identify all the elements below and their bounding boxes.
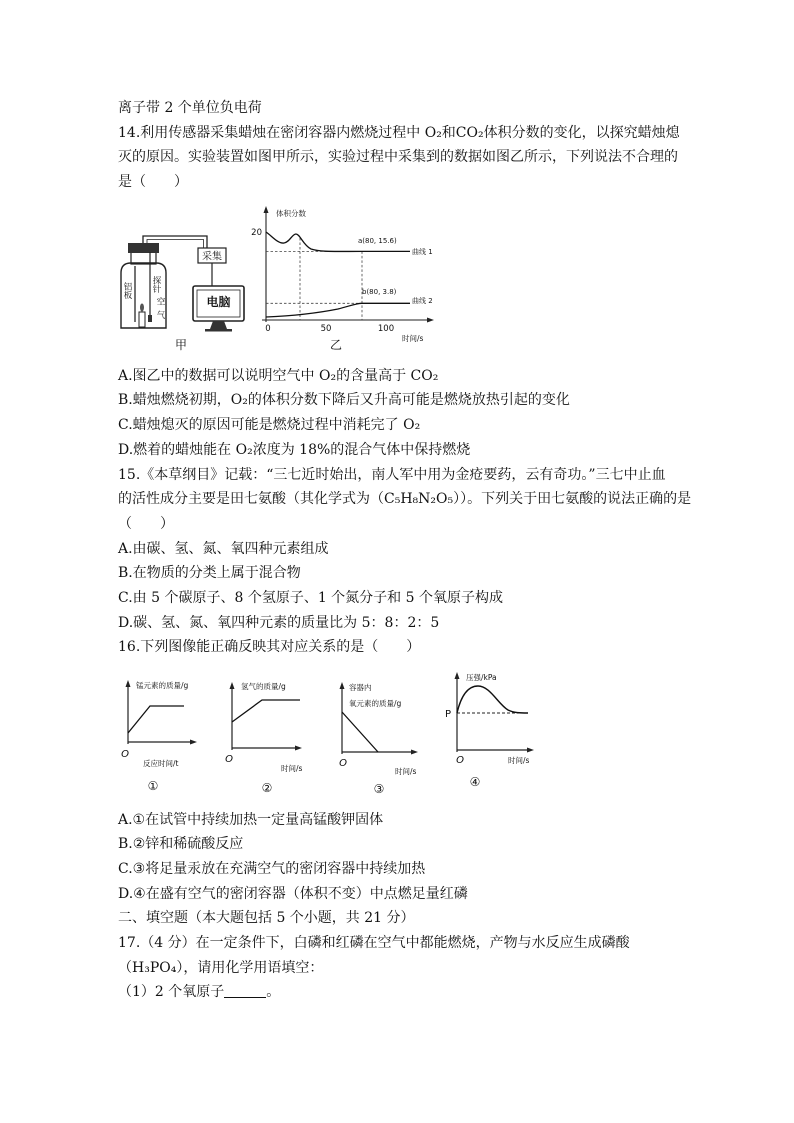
q14-option-b: B.蜡烛燃烧初期，O₂的体积分数下降后又升高可能是燃烧放热引起的变化 [118, 392, 570, 409]
graph-3-origin: O [339, 758, 347, 769]
curve-2-label: 曲线 2 [412, 296, 433, 305]
graph-2-curve [232, 700, 300, 722]
collector-label: 采集 [202, 251, 222, 263]
curve-1-label: 曲线 1 [412, 247, 433, 256]
graph-3-caption: ③ [373, 782, 385, 796]
graph-1 [121, 680, 197, 793]
graph-3-y-label: 氧元素的质量/g [349, 699, 402, 708]
q15-option-c: C.由 5 个碳原子、8 个氢原子、1 个氮分子和 5 个氧原子构成 [118, 589, 503, 606]
graph-x-label: 时间/s [402, 333, 424, 343]
candle-flame [140, 303, 144, 311]
q15-option-b: B.在物质的分类上属于混合物 [118, 565, 301, 582]
q15-option-d: D.碳、氢、氮、氧四种元素的质量比为 5：8：2：5 [118, 614, 440, 631]
q16-option-d: D.④在盛有空气的密闭容器（体积不变）中点燃足量红磷 [118, 885, 468, 902]
q17-sub-1-text: （1）2 个氧原子 [118, 984, 225, 1001]
graph-1-y-label: 锰元素的质量/g [136, 681, 189, 690]
q17-sub-1-end: 。 [266, 984, 281, 1001]
q16-figure [118, 660, 718, 808]
graph-2-y-arrow [230, 682, 235, 689]
q14-figure-svg [110, 195, 440, 364]
probe-tip [148, 315, 152, 322]
point-a-label: a(80, 15.6) [358, 236, 397, 245]
graph-2-x-arrow [295, 746, 302, 751]
graph-2-origin: O [225, 754, 233, 765]
computer-label: 电脑 [206, 294, 231, 309]
graph-1-origin: O [121, 749, 129, 760]
answer-blank [224, 983, 266, 998]
q17-stem-line-2: （H₃PO₄），请用化学用语填空： [118, 959, 324, 976]
q17-stem-line-1: 17.（4 分）在一定条件下，白磷和红磷在空气中都能燃烧，产物与水反应生成磷酸 [118, 934, 630, 951]
bottle-neck [131, 252, 156, 264]
q16-option-c: C.③将足量汞放在充满空气的密闭容器中持续加热 [118, 860, 426, 877]
graph-4-curve [457, 686, 528, 713]
graph-2 [225, 681, 302, 795]
plate-label: 铝板 [122, 281, 132, 299]
graph-4-caption: ④ [469, 775, 481, 789]
graph-3-y-arrow [340, 682, 345, 689]
q14-option-c: C.蜡烛熄灭的原因可能是燃烧过程中消耗完了 O₂ [118, 417, 421, 434]
graph-2-y-label: 氢气的质量/g [241, 682, 286, 691]
q16-option-a: A.①在试管中持续加热一定量高锰酸钾固体 [118, 811, 384, 828]
q14-stem-line-3: 是（ ） [118, 174, 188, 191]
graph-4-x-arrow [527, 748, 534, 753]
monitor-stand [210, 321, 227, 329]
curve-2-line [266, 303, 410, 317]
graph-3-y-label-top: 容器内 [349, 683, 372, 692]
q14-figure [118, 195, 718, 364]
graph-1-x-arrow [190, 740, 197, 745]
caption-jia: 甲 [174, 337, 188, 352]
graph-1-caption: ① [147, 779, 159, 793]
probe-label: 探针 [151, 275, 161, 293]
q17-sub-1 [118, 980, 718, 1005]
graph-4-y-arrow [455, 672, 460, 679]
graph-y-tick-20: 20 [251, 227, 262, 238]
graph-3-x-arrow [411, 750, 418, 755]
graph-4-y-label: 压强/kPa [466, 673, 497, 682]
graph-1-curve [128, 706, 184, 733]
q16-stem: 16.下列图像能正确反映其对应关系的是（ ） [118, 639, 421, 656]
graph-2-caption: ② [261, 781, 273, 795]
q14-stem-line-1: 14.利用传感器采集蜡烛在密闭容器内燃烧过程中 O₂和CO₂体积分数的变化，以探究蜡烛熄 [118, 124, 680, 141]
graph-1-y-arrow [126, 680, 131, 687]
graph-x-tick-100: 100 [377, 323, 395, 334]
graph-3-curve [342, 712, 378, 752]
graph-x-tick-50: 50 [320, 323, 332, 334]
graph-1-x-label: 反应时间/t [143, 759, 179, 768]
graph-y-label: 体积分数 [276, 208, 306, 218]
q15-option-a: A.由碳、氢、氮、氧四种元素组成 [118, 540, 329, 557]
content-column [118, 96, 718, 1005]
graph-3-x-label: 时间/s [395, 767, 417, 776]
q14-option-a: A.图乙中的数据可以说明空气中 O₂的含量高于 CO₂ [118, 367, 439, 384]
graph-y-arrow [264, 206, 269, 213]
graph-4-origin: O [456, 755, 464, 766]
graph-x-arrow [427, 317, 434, 322]
intro-line: 离子带 2 个单位负电荷 [118, 100, 262, 116]
volume-fraction-graph [251, 206, 434, 352]
bottle-stopper [128, 243, 159, 253]
q15-stem-line-2: 的活性成分主要是田七氨酸（其化学式为（C₅H₈N₂O₅））。下列关于田七氨酸的说法正确的是 [118, 491, 692, 508]
graph-4 [445, 672, 534, 789]
point-b-label: b(80, 3.8) [362, 287, 397, 296]
graph-4-x-label: 时间/s [508, 756, 530, 765]
q16-option-b: B.②锌和稀硫酸反应 [118, 836, 244, 853]
q15-stem-line-1: 15.《本草纲目》记载：“三七近时始出，南人军中用为金疮要药，云有奇功。”三七中止血 [118, 466, 666, 483]
caption-yi: 乙 [329, 337, 343, 352]
graph-x-tick-0: 0 [265, 323, 271, 334]
candle [139, 312, 145, 327]
q14-option-d: D.燃着的蜡烛能在 O₂浓度为 18%的混合气体中保持燃烧 [118, 441, 471, 458]
graph-3 [339, 682, 418, 796]
monitor-base [205, 329, 232, 332]
air-label: 空气 [155, 296, 165, 324]
apparatus-diagram [121, 236, 244, 352]
q16-figure-svg [110, 660, 550, 808]
q15-stem-line-3: （ ） [118, 515, 174, 532]
section-2-heading: 二、填空题（本大题包括 5 个小题，共 21 分） [118, 910, 415, 927]
graph-4-p-label: P [444, 709, 452, 720]
q14-stem-line-2: 灭的原因。实验装置如图甲所示，实验过程中采集到的数据如图乙所示，下列说法不合理的 [118, 149, 678, 166]
graph-2-x-label: 时间/s [281, 764, 303, 773]
